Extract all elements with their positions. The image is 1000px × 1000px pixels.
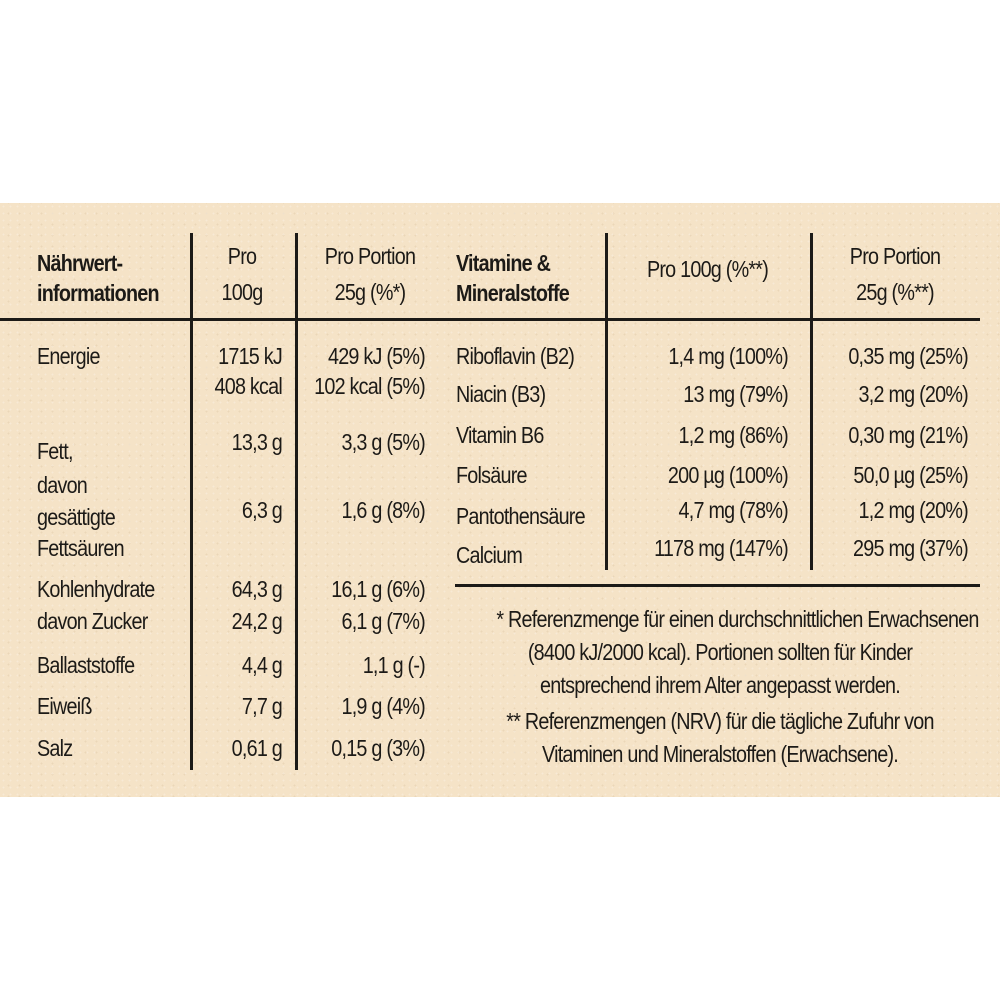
nutri-header-portion-1: Pro Portion	[324, 243, 416, 269]
kohlenhydrate-label: Kohlenhydrate	[37, 576, 155, 602]
ballaststoffe-per100: 4,4 g	[241, 652, 282, 678]
nutri-header-per100-1: Pro	[227, 243, 257, 269]
fett-label-1: Fett,	[37, 438, 73, 464]
eiweiss-label: Eiweiß	[37, 693, 92, 719]
fett-per100: 13,3 g	[231, 429, 282, 455]
vit-row-portion: 1,2 mg (20%)	[858, 497, 968, 523]
ballaststoffe-portion: 1,1 g (-)	[362, 652, 425, 678]
vit-row-label: Vitamin B6	[456, 422, 544, 448]
footnote-1-line-3: entsprechend ihrem Alter angepasst werden.	[539, 672, 901, 698]
sat-fett-portion: 1,6 g (8%)	[341, 497, 425, 523]
vit-header-portion-1: Pro Portion	[849, 243, 941, 269]
fett-label-2: davon	[37, 472, 88, 498]
vit-row-label: Riboflavin (B2)	[456, 343, 575, 369]
footnote-2-line-1: ** Referenzmengen (NRV) für die tägliche Zufuhr von	[506, 708, 934, 734]
salz-label: Salz	[37, 735, 73, 761]
vit-row-per100: 13 mg (79%)	[683, 381, 788, 407]
nutri-header-label-2: informationen	[37, 280, 159, 306]
vit-row-portion: 3,2 mg (20%)	[858, 381, 968, 407]
vit-header-label-2: Mineralstoffe	[456, 280, 570, 306]
fett-label-4: Fettsäuren	[37, 535, 124, 561]
footnote-1-line-2: (8400 kJ/2000 kcal). Portionen sollten für Kinder	[527, 639, 913, 665]
nutri-header-portion-2: 25g (%*)	[334, 279, 406, 305]
vit-row-per100: 1,2 mg (86%)	[678, 422, 788, 448]
energie-portion-kcal: 102 kcal (5%)	[314, 373, 425, 399]
vit-header-label-1: Vitamine &	[456, 250, 551, 276]
vit-row-portion: 295 mg (37%)	[853, 535, 968, 561]
divider-vit-2	[810, 233, 813, 570]
vit-header-portion-2: 25g (%**)	[856, 279, 934, 305]
kohlenhydrate-portion: 16,1 g (6%)	[331, 576, 425, 602]
sat-fett-per100: 6,3 g	[241, 497, 282, 523]
vit-row-portion: 50,0 µg (25%)	[853, 462, 968, 488]
zucker-per100: 24,2 g	[231, 608, 282, 634]
header-rule	[0, 318, 980, 321]
vit-row-label: Pantothensäure	[456, 503, 585, 529]
eiweiss-per100: 7,7 g	[241, 693, 282, 719]
ballaststoffe-label: Ballaststoffe	[37, 652, 135, 678]
salz-portion: 0,15 g (3%)	[331, 735, 425, 761]
zucker-label: davon Zucker	[37, 608, 148, 634]
energie-per100-kcal: 408 kcal	[214, 373, 282, 399]
vit-header-per100: Pro 100g (%**)	[646, 256, 769, 282]
energie-label: Energie	[37, 343, 100, 369]
energie-portion-kj: 429 kJ (5%)	[327, 343, 425, 369]
zucker-portion: 6,1 g (7%)	[341, 608, 425, 634]
vit-row-label: Niacin (B3)	[456, 381, 546, 407]
vitamin-footer-rule	[455, 584, 980, 587]
nutri-header-label-1: Nährwert-	[37, 250, 123, 276]
kohlenhydrate-per100: 64,3 g	[231, 576, 282, 602]
footnote-2-line-2: Vitaminen und Mineralstoffen (Erwachsene).	[542, 741, 898, 767]
vit-row-per100: 4,7 mg (78%)	[678, 497, 788, 523]
divider-vit-1	[605, 233, 608, 570]
vit-row-label: Calcium	[456, 542, 523, 568]
energie-per100-kj: 1715 kJ	[218, 343, 282, 369]
fett-portion: 3,3 g (5%)	[341, 429, 425, 455]
salz-per100: 0,61 g	[231, 735, 282, 761]
footnote-1-line-1: * Referenzmenge für einen durchschnittlichen Erwachsenen	[496, 606, 979, 632]
vit-row-per100: 200 µg (100%)	[667, 462, 788, 488]
fett-label-3: gesättigte	[37, 504, 116, 530]
vit-row-label: Folsäure	[456, 462, 527, 488]
eiweiss-portion: 1,9 g (4%)	[341, 693, 425, 719]
vit-row-per100: 1,4 mg (100%)	[668, 343, 788, 369]
vit-row-portion: 0,35 mg (25%)	[848, 343, 968, 369]
nutri-header-per100-2: 100g	[221, 279, 263, 305]
vit-row-per100: 1178 mg (147%)	[654, 535, 788, 561]
vit-row-portion: 0,30 mg (21%)	[848, 422, 968, 448]
